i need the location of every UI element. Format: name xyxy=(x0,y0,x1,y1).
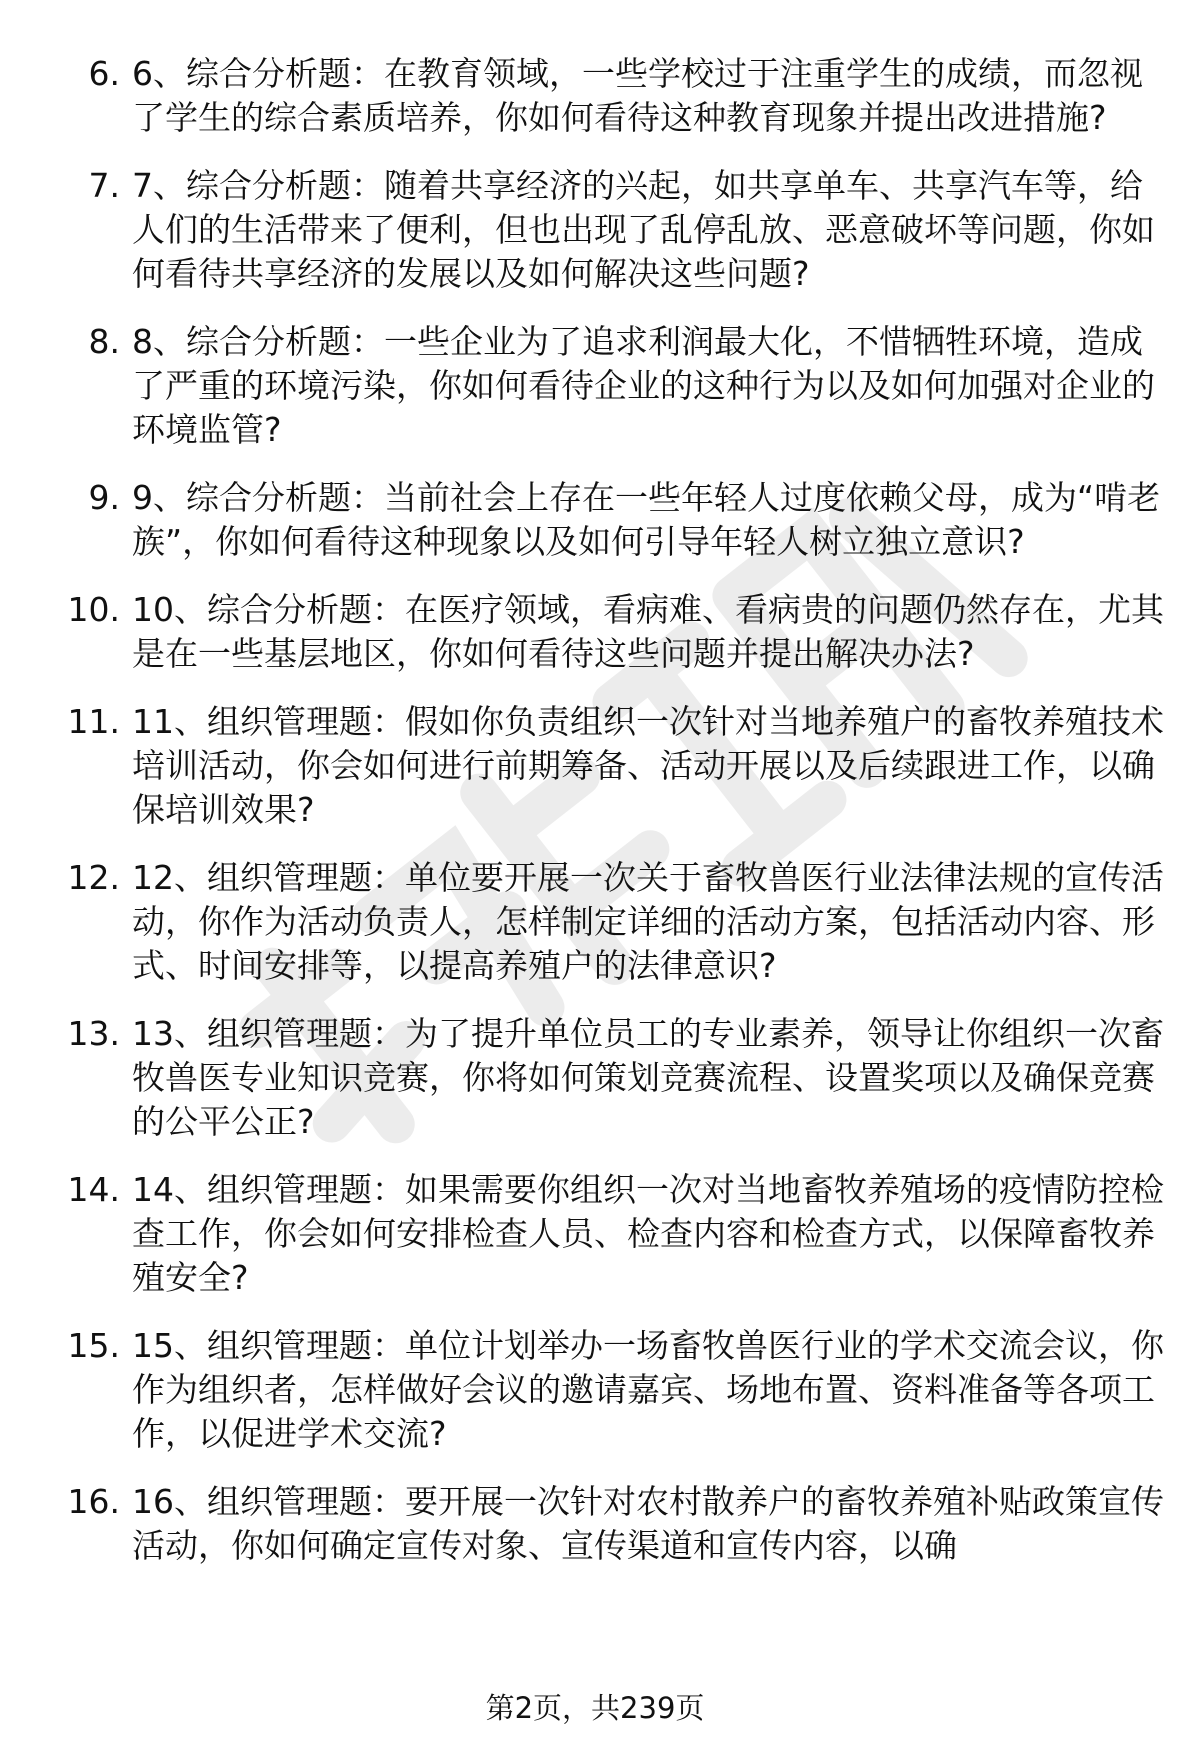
list-item xyxy=(58,164,1168,296)
item-text: 13、组织管理题：为了提升单位员工的专业素养，领导让你组织一次畜牧兽医专业知识竞赛，你将如何策划竞赛流程、设置奖项以及确保竞赛的公平公正? xyxy=(132,1014,1164,1141)
item-text: 15、组织管理题：单位计划举办一场畜牧兽医行业的学术交流会议，你作为组织者，怎样做好会议的邀请嘉宾、场地布置、资料准备等各项工作，以促进学术交流? xyxy=(132,1326,1164,1453)
list-item xyxy=(58,1012,1168,1144)
page-footer: 第2页，共239页 xyxy=(485,1691,705,1725)
list-item xyxy=(58,1480,1168,1568)
item-text: 10、综合分析题：在医疗领域，看病难、看病贵的问题仍然存在，尤其是在一些基层地区，你如何看待这些问题并提出解决办法? xyxy=(132,590,1164,673)
item-number: 16. xyxy=(67,1482,120,1521)
list-item xyxy=(58,856,1168,988)
list-item xyxy=(58,700,1168,832)
item-text: 12、组织管理题：单位要开展一次关于畜牧兽医行业法律法规的宣传活动，你作为活动负责人，怎样制定详细的活动方案，包括活动内容、形式、时间安排等，以提高养殖户的法律意识? xyxy=(132,858,1164,985)
list-item xyxy=(58,588,1168,676)
item-text: 11、组织管理题：假如你负责组织一次针对当地养殖户的畜牧养殖技术培训活动，你会如何进行前期筹备、活动开展以及后续跟进工作，以确保培训效果? xyxy=(132,702,1164,829)
item-text: 16、组织管理题：要开展一次针对农村散养户的畜牧养殖补贴政策宣传活动，你如何确定宣传对象、宣传渠道和宣传内容，以确 xyxy=(132,1482,1164,1565)
item-number: 9. xyxy=(88,478,120,517)
item-number: 6. xyxy=(88,54,120,93)
item-number: 13. xyxy=(67,1014,120,1053)
list-item xyxy=(58,1324,1168,1456)
item-number: 8. xyxy=(88,322,120,361)
list-item xyxy=(58,320,1168,452)
list-item xyxy=(58,1168,1168,1300)
item-text: 6、综合分析题：在教育领域，一些学校过于注重学生的成绩，而忽视了学生的综合素质培养，你如何看待这种教育现象并提出改进措施? xyxy=(132,54,1143,137)
item-number: 11. xyxy=(67,702,120,741)
item-text: 9、综合分析题：当前社会上存在一些年轻人过度依赖父母，成为“啃老族”，你如何看待这种现象以及如何引导年轻人树立独立意识? xyxy=(132,478,1161,561)
item-number: 12. xyxy=(67,858,120,897)
item-text: 14、组织管理题：如果需要你组织一次对当地畜牧养殖场的疫情防控检查工作，你会如何安排检查人员、检查内容和检查方式，以保障畜牧养殖安全? xyxy=(132,1170,1164,1297)
question-list xyxy=(58,52,1168,1592)
item-number: 15. xyxy=(67,1326,120,1365)
item-number: 7. xyxy=(88,166,120,205)
list-item xyxy=(58,52,1168,140)
item-text: 8、综合分析题：一些企业为了追求利润最大化，不惜牺牲环境，造成了严重的环境污染，你如何看待企业的这种行为以及如何加强对企业的环境监管? xyxy=(132,322,1155,449)
item-number: 14. xyxy=(67,1170,120,1209)
item-number: 10. xyxy=(67,590,120,629)
item-text: 7、综合分析题：随着共享经济的兴起，如共享单车、共享汽车等，给人们的生活带来了便利，但也出现了乱停乱放、恶意破坏等问题，你如何看待共享经济的发展以及如何解决这些问题? xyxy=(132,166,1155,293)
list-item xyxy=(58,476,1168,564)
